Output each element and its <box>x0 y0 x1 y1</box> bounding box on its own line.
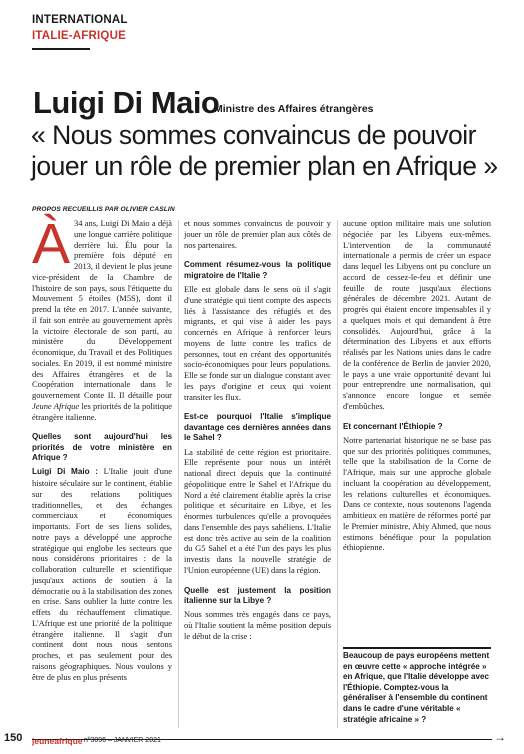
answer-4-continued: aucune option militaire mais une solution négociée par les Libyens eux-mêmes. L'intervention de la communauté internationale a permis de créer un espace dans lequel les Libyens ont pu conclure un accord de cessez-le-feu et définir une feuille de route jusqu'aux élections générales de décembre 2021. Autant de progrès qui étaient encore impensables il y a quelques mois et qui demandent à être consolidés. Aujourd'hui, grâce à la détermination des Libyens et aux efforts réalisés par les Nations unies dans le cadre de la conférence de Berlin de janvier 2020, le pays a une vraie opportunité devant lui pour entreprendre une normalisation, qui s'annonce encore longue et semée d'embûches. <box>343 218 491 411</box>
intro-paragraph <box>32 212 173 422</box>
answer-1-continued: et nous sommes convaincus de pouvoir y jouer un rôle de premier plan aux côtés de nos partenaires. <box>184 218 331 250</box>
continue-arrow-icon: → <box>494 730 506 744</box>
answer-1-text: L'Italie jouit d'une histoire séculaire sur le continent, établie sur des relations politiques traditionnelles, et des échanges commerciaux et économiques importants. Fort de ses liens solides, notre pays a développé une approche stratégique qui englobe les secteurs que nous considérons prioritaires : de la collaboration culturelle et scientifique jusqu'aux actions de soutien à la démocratie ou à la stabilisation des zones en crise. Sans oublier la lutte contre les effets du réchauffement climatique. L'Afrique est une priorité de la politique étrangère italienne. Il s'agit d'un continent dont nous nous sentons proches, et pas seulement pour des raisons géographiques. Nous voulons y être de plus en plus présents <box>32 466 172 682</box>
question-3: Est-ce pourquoi l'Italie s'implique davantage ces dernières années dans le Sahel ? <box>184 412 331 443</box>
magazine-name-inline: Jeune Afrique <box>32 400 80 411</box>
question-5: Et concernant l'Éthiopie ? <box>343 421 443 431</box>
speaker-label: Luigi Di Maio : <box>32 467 104 477</box>
interviewee-name: Luigi Di Maio <box>33 85 220 120</box>
question-1: Quelles sont aujourd'hui les priorités de votre ministère en Afrique ? <box>32 432 172 463</box>
section-label: INTERNATIONAL <box>32 14 128 26</box>
answer-2: Elle est globale dans le sens où il s'agit d'une stratégie qui tient compte des aspects liés à l'assistance des réfugiés et des migrants, et qui vise à aider les pays concernés en Afrique à renforcer leurs moyens de lutte contre les trafics de personnes, tout en créant des opportunités socio-économiques pour leurs populations. Elle se fonde sur un dialogue constant avec les pays d'origine et ceux qui voient transiter les flux. <box>184 284 331 402</box>
magazine-logo: jeuneafrique <box>32 736 83 746</box>
answer-3: La stabilité de cette région est prioritaire. Elle représente pour nous un intérêt national direct depuis que la continuité géopolitique entre le Sahel et l'Afrique du Nord a été clairement établie après la crise politique et sécuritaire en Libye, et les énormes turbulences qu'elle a provoquées dans l'ensemble des pays sahéliens. L'Italie est donc très active au sein de la coalition du G5 Sahel et a été l'un des pays les plus investis dans la nouvelle stratégie de l'Union européenne (UE) dans la région. <box>184 446 331 575</box>
issue-info: nº3096 – JANVIER 2021 <box>84 737 161 744</box>
question-4: Quelle est justement la position italienne sur la Libye ? <box>184 585 331 605</box>
intro-text-end: les priorités de la politique étrangère italienne. <box>32 400 173 422</box>
article-column-3 <box>343 218 491 553</box>
intro-text: 34 ans, Luigi Di Maio a déjà une longue carrière politique derrière lui. Élu pour la première fois député en 2013, il devient le plus jeune vice-président de la Chambre de l'histoire de son pays, sous l'étiquette du Mouvement 5 étoiles (M5S), dont il prend la tête en 2017. L'année suivante, il fait son entrée au gouvernement après la victoire électorale de son parti, au ministère du Développement économique, du Travail et des Politiques sociales. En 2019, il est nommé ministre des Affaires étrangères et de la Coopération internationale dans le gouvernement Conte II. Il détaille pour <box>32 218 172 400</box>
final-question-box <box>343 647 491 725</box>
interviewee-role: Ministre des Affaires étrangères <box>214 103 374 115</box>
dropcap: À <box>32 212 71 276</box>
question-2: Comment résumez-vous la politique migratoire de l'Italie ? <box>184 260 331 280</box>
subsection-label: ITALIE-AFRIQUE <box>32 30 126 42</box>
page-number: 150 <box>4 732 23 744</box>
column-divider <box>337 220 338 728</box>
answer-1 <box>32 466 172 682</box>
byline: PROPOS RECUEILLIS PAR OLIVIER CASLIN <box>32 206 175 213</box>
answer-4: Nous sommes très engagés dans ce pays, où l'Italie soutient la même position depuis le début de la crise : <box>184 609 331 641</box>
column-divider <box>178 220 179 728</box>
answer-5: Notre partenariat historique ne se base pas que sur des priorités politiques communes, telle que la stabilisation de la Corne de l'Afrique, mais sur une approche globale incluant la coopération au développement, les relations culturelles et économiques. Dans ce contexte, nous soutenons l'agenda ambitieux en matière de réformes porté par le Premier ministre, Abiy Ahmed, que nous estimons bénéfique pour la population éthiopienne. <box>343 434 491 553</box>
article-column-1 <box>32 212 173 682</box>
headline-quote: « Nous sommes convaincus de pouvoir jouer un rôle de premier plan en Afrique » <box>31 120 498 181</box>
article-column-2 <box>184 218 331 642</box>
section-rule <box>32 48 90 50</box>
question-6: Beaucoup de pays européens mettent en œuvre cette « approche intégrée » en Afrique, que l'Italie développe avec l'Éthiopie. Comptez-vous la généraliser à l'ensemble du continent dans le cadre d'une véritable « stratégie africaine » ? <box>343 651 490 724</box>
